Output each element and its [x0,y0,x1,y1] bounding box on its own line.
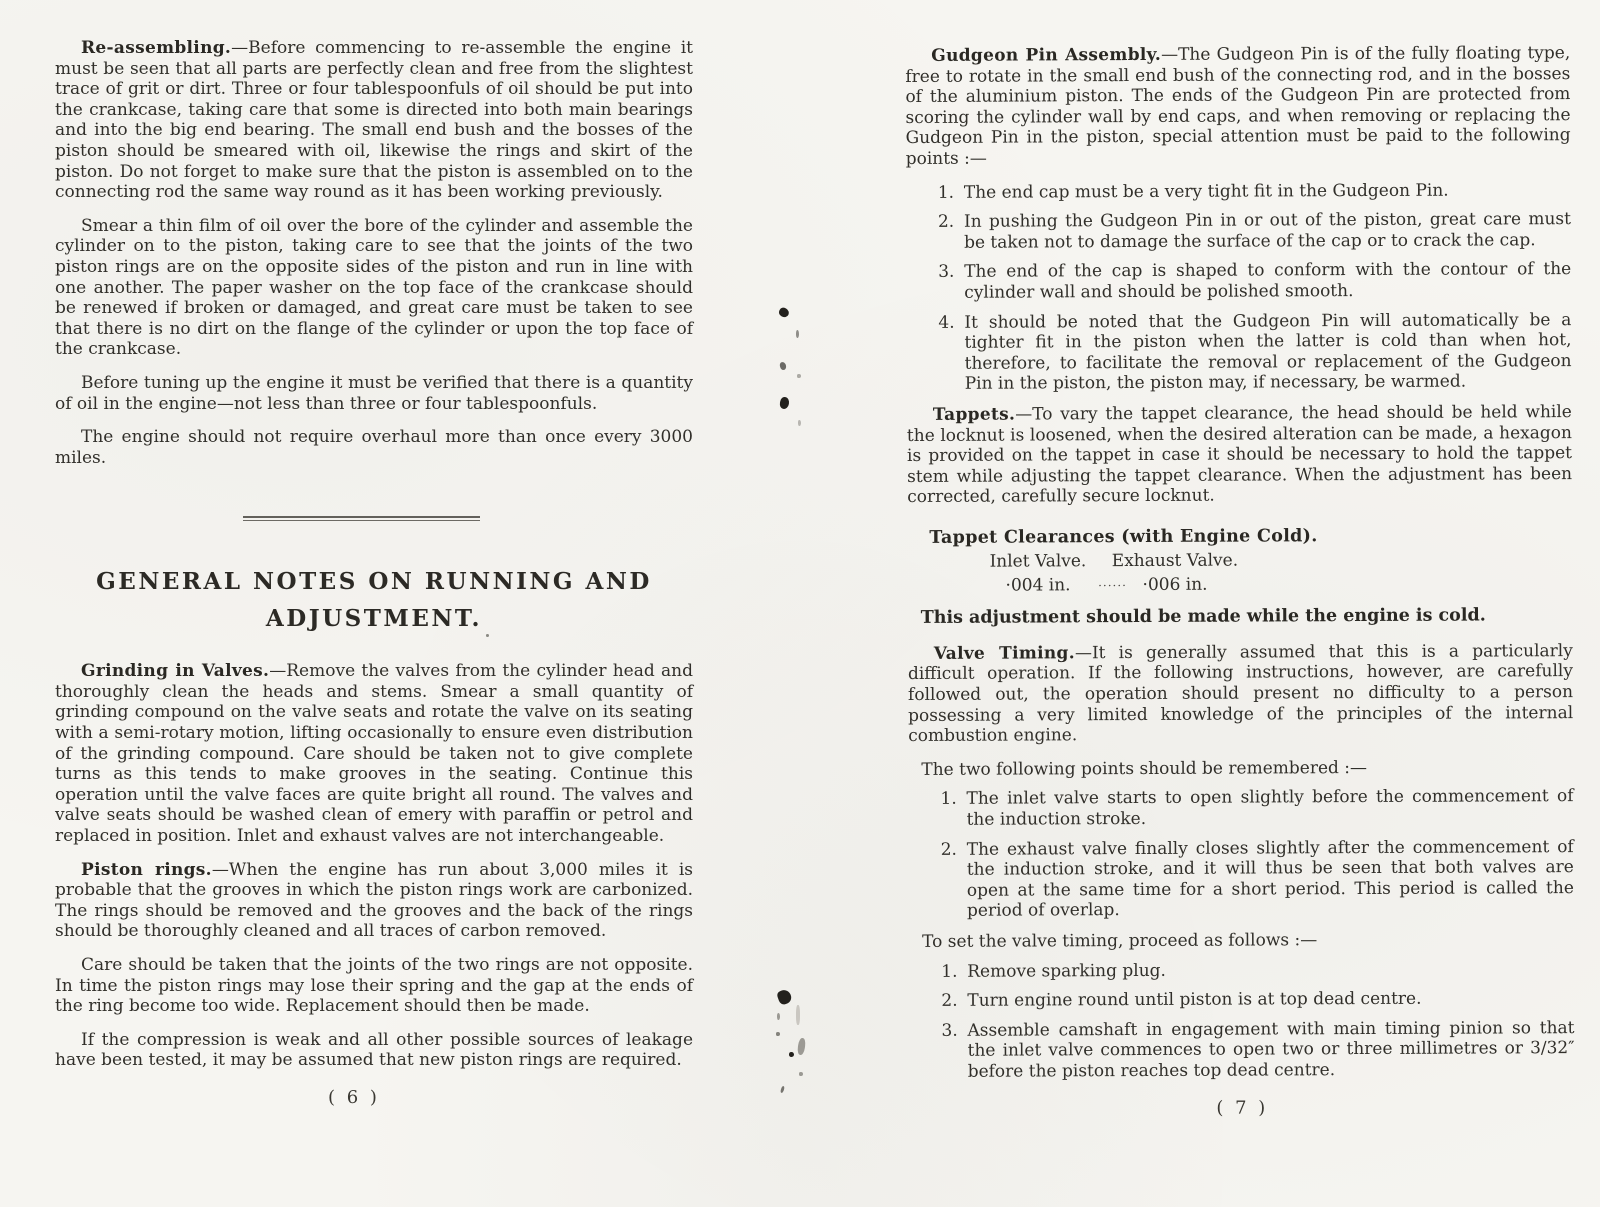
list-item-text: Remove sparking plug. [967,960,1166,982]
paragraph-grinding-valves-text: —Remove the valves from the cylinder head and thoroughly clean the heads and stems. Smear a small quantity of grinding compound on the valve seats and rotate the valve on its seating with a semi-rotary motion, lifting occasionally to ensure even distribution of the grinding compound. Care should be taken not to give complete turns as this tends to make grooves in the seating. Continue this operation until the valve faces are quite bright all round. The valves and valve seats should be washed clean of emery with paraffin or petrol and replaced in position. Inlet and exhaust valves are not interchangeable. [55,661,693,847]
exhaust-valve-value: ·006 in. [1142,574,1208,595]
paragraph-gudgeon-pin-text: —The Gudgeon Pin is of the fully floating type, free to rotate in the small end bush of the connecting rod, and in the bosses of the aluminium piston. The ends of the Gudgeon Pin are protected from scoring the cylinder wall by end caps, and when removing or replacing the Gudgeon Pin in the piston, special attention must be paid to the following points :— [905,43,1571,169]
paragraph-grinding-valves [55,661,693,846]
exhaust-valve-header: Exhaust Valve. [1111,550,1239,571]
ink-speck [777,306,790,319]
list-item-number: 2. [940,839,957,860]
remember-points-list [908,787,1574,922]
paragraph-before-tuning: Before tuning up the engine it must be verified that there is a quantity of oil in the engine—not less than three or four tablespoonfuls. [55,372,693,414]
paragraph-tappets [907,402,1572,508]
list-item-text: The exhaust valve finally closes slightly after the commencement of the induction stroke, and it will thus be seen that both valves are open at the same time for a short period. This period is called the period of overlap. [966,836,1574,922]
paragraph-reassembling-text: —Before commencing to re-assemble the engine it must be seen that all parts are perfectly clean and free from the slightest trace of grit or dirt. Three or four tablespoonfuls of oil should be put into the crankcase, taking care that some is directed into both main bearings and into the big end bearing. The small end bush and the bosses of the piston should be smeared with oil, likewise the rings and skirt of the piston. Do not forget to make sure that the piston is assembled on to the connecting rod the same way round as it has been working previously. [55,38,693,203]
paragraph-ring-joints: Care should be taken that the joints of the two rings are not opposite. In time the piston rings may lose their spring and the gap at the ends of the ring become too wide. Replacement should then be made. [55,955,693,1017]
paragraph-grinding-valves-lead: Grinding in Valves. [81,661,270,682]
paragraph-valve-timing [908,641,1573,747]
tappet-clearances-block [907,525,1572,628]
ink-speck [780,1086,785,1094]
ink-speck [486,634,489,637]
paragraph-piston-rings [55,860,693,942]
tappet-clearances-header-row [907,549,1572,576]
paragraph-weak-compression: If the compression is weak and all other possible sources of leakage have been tested, it may be assumed that new piston rings are required. [55,1029,693,1071]
paragraph-tappets-text: —To vary the tappet clearance, the head should be held while the locknut is loosened, when the desired alteration can be made, a hexagon is provided on the tappet in case it should be necessary to hold the tappet stem while adjusting the tappet clearance. When the adjustment has been corrected, carefully secure locknut. [906,402,1573,508]
page-number-left: ( 6 ) [328,1086,380,1108]
list-item-text: The end cap must be a very tight fit in the Gudgeon Pin. [963,180,1449,203]
list-item-text: In pushing the Gudgeon Pin in or out of the piston, great care must be taken not to damage the surface of the cap or to crack the cap. [963,209,1572,253]
list-item-text: Turn engine round until piston is at top dead centre. [967,988,1422,1011]
paragraph-tappets-lead: Tappets. [932,404,1016,425]
timing-intro-line: To set the valve timing, proceed as follows :— [922,930,1318,952]
page-right [905,0,1575,1120]
list-item [906,259,1571,303]
paragraph-valve-timing-text: —It is generally assumed that this is a particularly difficult operation. If the following instructions, however, are carefully followed out, the operation should present no difficulty to a person possessing a very limited knowledge of the principles of the internal combustion engine. [907,640,1574,747]
section-heading-line2: ADJUSTMENT. [265,605,483,633]
ink-speck [799,1072,803,1076]
list-item-text: It should be noted that the Gudgeon Pin will automatically be a tighter fit in the piston when the latter is cold than when hot, therefore, to facilitate the removal or replacement of the Gudgeon Pin in the piston, the piston may, if necessary, be warmed. [964,309,1572,395]
list-item-number: 1. [937,182,955,203]
list-item-number: 3. [941,1020,958,1041]
ink-speck [797,374,801,378]
list-item [909,988,1574,1011]
paragraph-valve-timing-lead: Valve Timing. [933,643,1075,664]
list-item-number: 1. [941,961,958,982]
list-item-number: 4. [938,312,955,333]
ink-speck [796,330,799,338]
ink-speck [776,1032,780,1036]
ink-speck [797,1038,806,1056]
list-item [906,209,1571,253]
dotted-leader: ...... [1098,574,1128,590]
ink-speck [796,1005,800,1025]
list-item-text: The end of the cap is shaped to conform with the contour of the cylinder wall and should be polished smooth. [964,259,1572,303]
tappet-clearances-heading: Tappet Clearances (with Engine Cold). [929,526,1318,548]
list-item [909,837,1574,922]
ink-speck [779,396,790,409]
timing-steps-list [909,959,1575,1083]
page-number-right: ( 7 ) [1216,1096,1269,1119]
section-heading [55,563,693,637]
list-item [909,1018,1574,1083]
ink-speck [777,1013,780,1020]
paragraph-piston-rings-text: —When the engine has run about 3,000 miles it is probable that the grooves in which the piston rings work are carbonized. The rings should be removed and the grooves and the back of the rings should be thoroughly cleaned and all traces of carbon removed. [55,859,693,942]
list-item [906,180,1571,203]
ink-speck [798,420,801,426]
paragraph-piston-rings-lead: Piston rings. [81,859,212,880]
inlet-valve-value: ·004 in. [1005,575,1071,596]
list-item [906,310,1571,395]
list-item [908,787,1573,831]
paragraph-smear-oil: Smear a thin film of oil over the bore of the cylinder and assemble the cylinder on to the piston, taking care to see that the joints of the two piston rings are on the opposite sides of the piston and run in line with one another. The paper washer on the top face of the crankcase should be renewed if broken or damaged, and great care must be taken to see that there is no dirt on the flange of the cylinder or upon the top face of the crankcase. [55,215,693,360]
ink-speck [779,361,787,370]
paragraph-gudgeon-pin [905,43,1571,169]
ink-speck [776,988,793,1006]
section-heading-line1: GENERAL NOTES ON RUNNING AND [96,568,652,596]
list-item-number: 2. [941,990,958,1012]
remember-intro-line: The two following points should be remembered :— [921,757,1368,780]
list-item-text: Assemble camshaft in engagement with main timing pinion so that the inlet valve commences to open two or three millimetres or 3/32″ before the piston reaches top dead centre. [967,1017,1575,1082]
ink-speck [789,1052,794,1057]
gudgeon-points-list [906,180,1572,395]
inlet-valve-header: Inlet Valve. [989,551,1087,572]
paragraph-overhaul-interval: The engine should not require overhaul more than once every 3000 miles. [55,427,693,468]
list-item-number: 3. [938,262,955,283]
list-item-number: 2. [937,211,955,233]
paragraph-reassembling-lead: Re-assembling. [81,38,232,58]
list-item-number: 1. [940,789,957,810]
tappet-clearances-value-row [908,573,1573,600]
paragraph-gudgeon-pin-lead: Gudgeon Pin Assembly. [931,44,1162,66]
section-divider-rule [243,516,480,521]
tappet-clearances-note: This adjustment should be made while the engine is cold. [920,605,1486,628]
list-item-text: The inlet valve starts to open slightly before the commencement of the induction stroke. [966,786,1574,830]
page-left [55,0,693,1108]
paragraph-reassembling [55,38,693,203]
list-item [909,959,1574,982]
